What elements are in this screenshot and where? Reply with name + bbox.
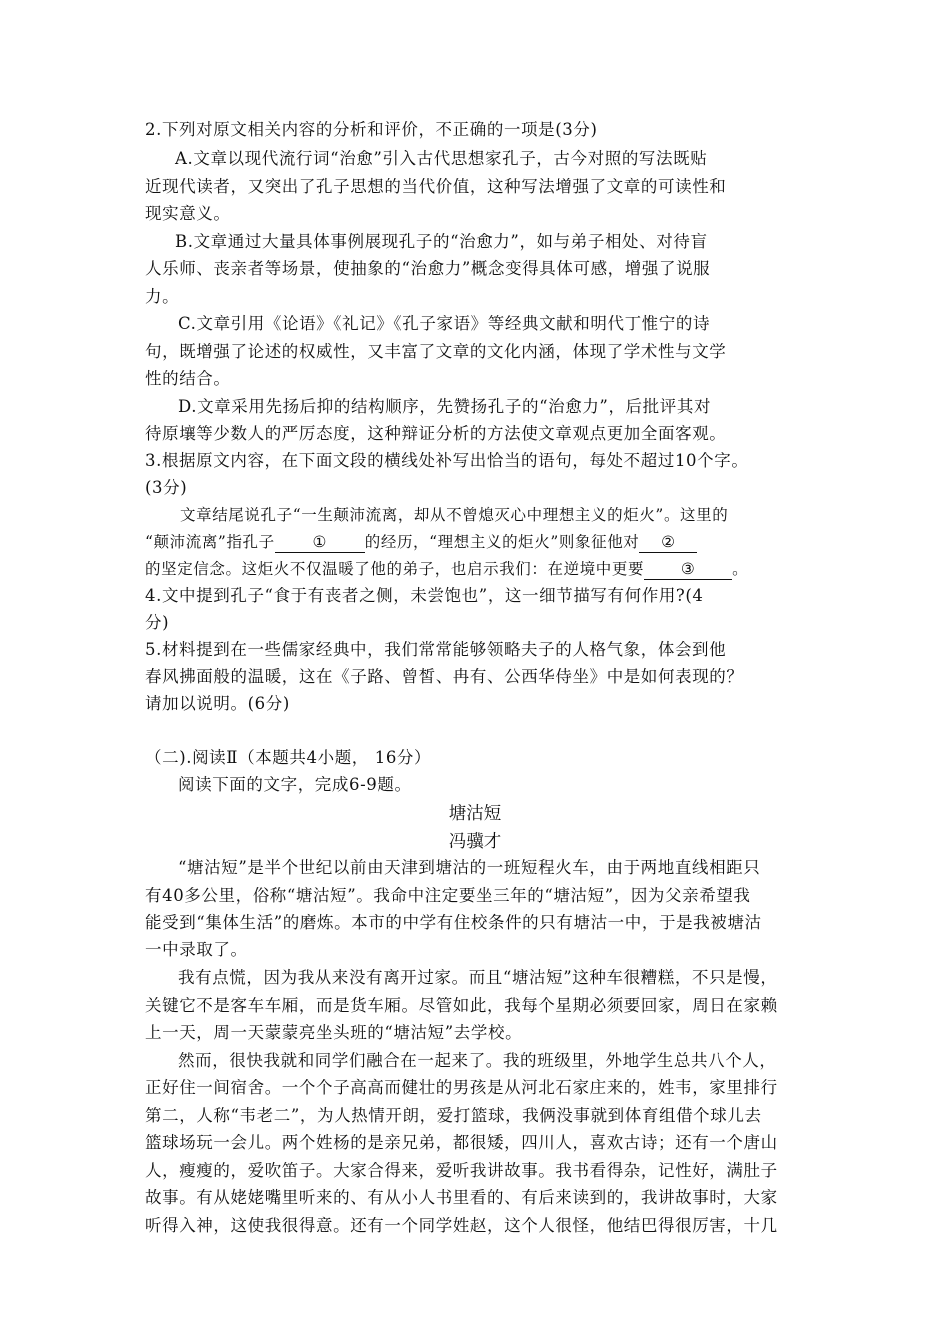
q2-option-a: 现实意义。: [145, 204, 231, 223]
answer-blank-3[interactable]: ③: [644, 559, 732, 580]
story-line: 有40多公里，俗称“塘沽短”。我命中注定要坐三年的“塘沽短”，因为父亲希望我: [145, 886, 751, 905]
article-author: 冯骥才: [448, 832, 502, 852]
section-heading: （二).阅读Ⅱ（本题共4小题， 16分）: [145, 748, 432, 767]
story-line: 关键它不是客车车厢，而是货车厢。尽管如此，我每个星期必须要回家，周日在家赖: [145, 996, 778, 1015]
story-line: 听得入神，这使我很得意。还有一个同学姓赵，这个人很怪，他结巴得很厉害，十几: [145, 1216, 778, 1235]
story-line: 我有点慌，因为我从来没有离开过家。而且“塘沽短”这种车很糟糕，不只是慢，: [178, 968, 778, 987]
q2-option-d: 待原壤等少数人的严厉态度，这种辩证分析的方法使文章观点更加全面客观。: [145, 424, 727, 443]
q3-text: “颠沛流离”指孔子: [145, 533, 275, 551]
q5-stem: 春风拂面般的温暖，这在《子路、曾皙、冉有、公西华侍坐》中是如何表现的？: [145, 667, 744, 686]
story-line: 第二，人称“韦老二”，为人热情开朗，爱打篮球，我俩没事就到体育组借个球儿去: [145, 1106, 762, 1125]
q2-option-b: 人乐师、丧亲者等场景，使抽象的“治愈力”概念变得具体可感，增强了说服: [145, 259, 711, 278]
q3-passage: [145, 530, 697, 554]
q2-option-c: 句，既增强了论述的权威性，又丰富了文章的文化内涵，体现了学术性与文学: [145, 342, 727, 361]
q3-passage: [145, 557, 748, 581]
q3-stem: 3.根据原文内容，在下面文段的横线处补写出恰当的语句，每处不超过10个字。: [145, 451, 749, 470]
q4-stem: 4.文中提到孔子“食于有丧者之侧，未尝饱也”，这一细节描写有何作用?(4: [145, 586, 704, 605]
answer-blank-2[interactable]: ②: [639, 532, 697, 553]
q2-stem: 2.下列对原文相关内容的分析和评价，不正确的一项是(3分): [145, 120, 598, 139]
story-line: 能受到“集体生活”的磨炼。本市的中学有住校条件的只有塘沽一中，于是我被塘沽: [145, 913, 762, 932]
story-line: 故事。有从姥姥嘴里听来的、有从小人书里看的、有后来读到的，我讲故事时，大家: [145, 1188, 778, 1207]
q3-text: 的坚定信念。这炬火不仅温暖了他的弟子，也启示我们：在逆境中更要: [145, 560, 645, 578]
q2-option-a: A.文章以现代流行词“治愈”引入古代思想家孔子，古今对照的写法既贴: [175, 149, 708, 168]
section-instruction: 阅读下面的文字，完成6-9题。: [178, 775, 412, 794]
q2-option-b: 力。: [145, 287, 180, 306]
story-line: 人，瘦瘦的，爱吹笛子。大家合得来，爱听我讲故事。我书看得杂，记性好，满肚子: [145, 1161, 778, 1180]
q5-stem: 5.材料提到在一些儒家经典中，我们常常能够领略夫子的人格气象，体会到他: [145, 640, 727, 659]
story-line: 然而，很快我就和同学们融合在一起来了。我的班级里，外地学生总共八个人，: [178, 1051, 777, 1070]
story-line: 篮球场玩一会儿。两个姓杨的是亲兄弟，都很矮，四川人，喜欢古诗；还有一个唐山: [145, 1133, 778, 1152]
article-title: 塘沽短: [448, 804, 502, 824]
story-line: 正好住一间宿舍。一个个子高高而健壮的男孩是从河北石家庄来的，姓韦，家里排行: [145, 1078, 778, 1097]
q4-stem: 分): [145, 613, 170, 632]
story-line: 一中录取了。: [145, 940, 248, 959]
q3-passage: 文章结尾说孔子“一生颠沛流离，却从不曾熄灭心中理想主义的炬火”。这里的: [180, 506, 729, 524]
q2-option-c: 性的结合。: [145, 369, 231, 388]
q2-option-a: 近现代读者，又突出了孔子思想的当代价值，这种写法增强了文章的可读性和: [145, 177, 727, 196]
q2-option-c: C.文章引用《论语》《礼记》《孔子家语》等经典文献和明代丁惟宁的诗: [178, 314, 711, 333]
q2-option-b: B.文章通过大量具体事例展现孔子的“治愈力”，如与弟子相处、对待盲: [175, 232, 708, 251]
answer-blank-1[interactable]: ①: [275, 532, 365, 553]
q3-text: 。: [732, 560, 749, 578]
q3-stem: (3分): [145, 478, 188, 497]
q3-text: 的经历，“理想主义的炬火”则象征他对: [364, 533, 640, 551]
story-line: 上一天，周一天蒙蒙亮坐头班的“塘沽短”去学校。: [145, 1023, 523, 1042]
story-line: “塘沽短”是半个世纪以前由天津到塘沽的一班短程火车，由于两地直线相距只: [178, 858, 761, 877]
q2-option-d: D.文章采用先扬后抑的结构顺序，先赞扬孔子的“治愈力”，后批评其对: [178, 397, 712, 416]
q5-stem: 请加以说明。(6分): [145, 694, 290, 713]
